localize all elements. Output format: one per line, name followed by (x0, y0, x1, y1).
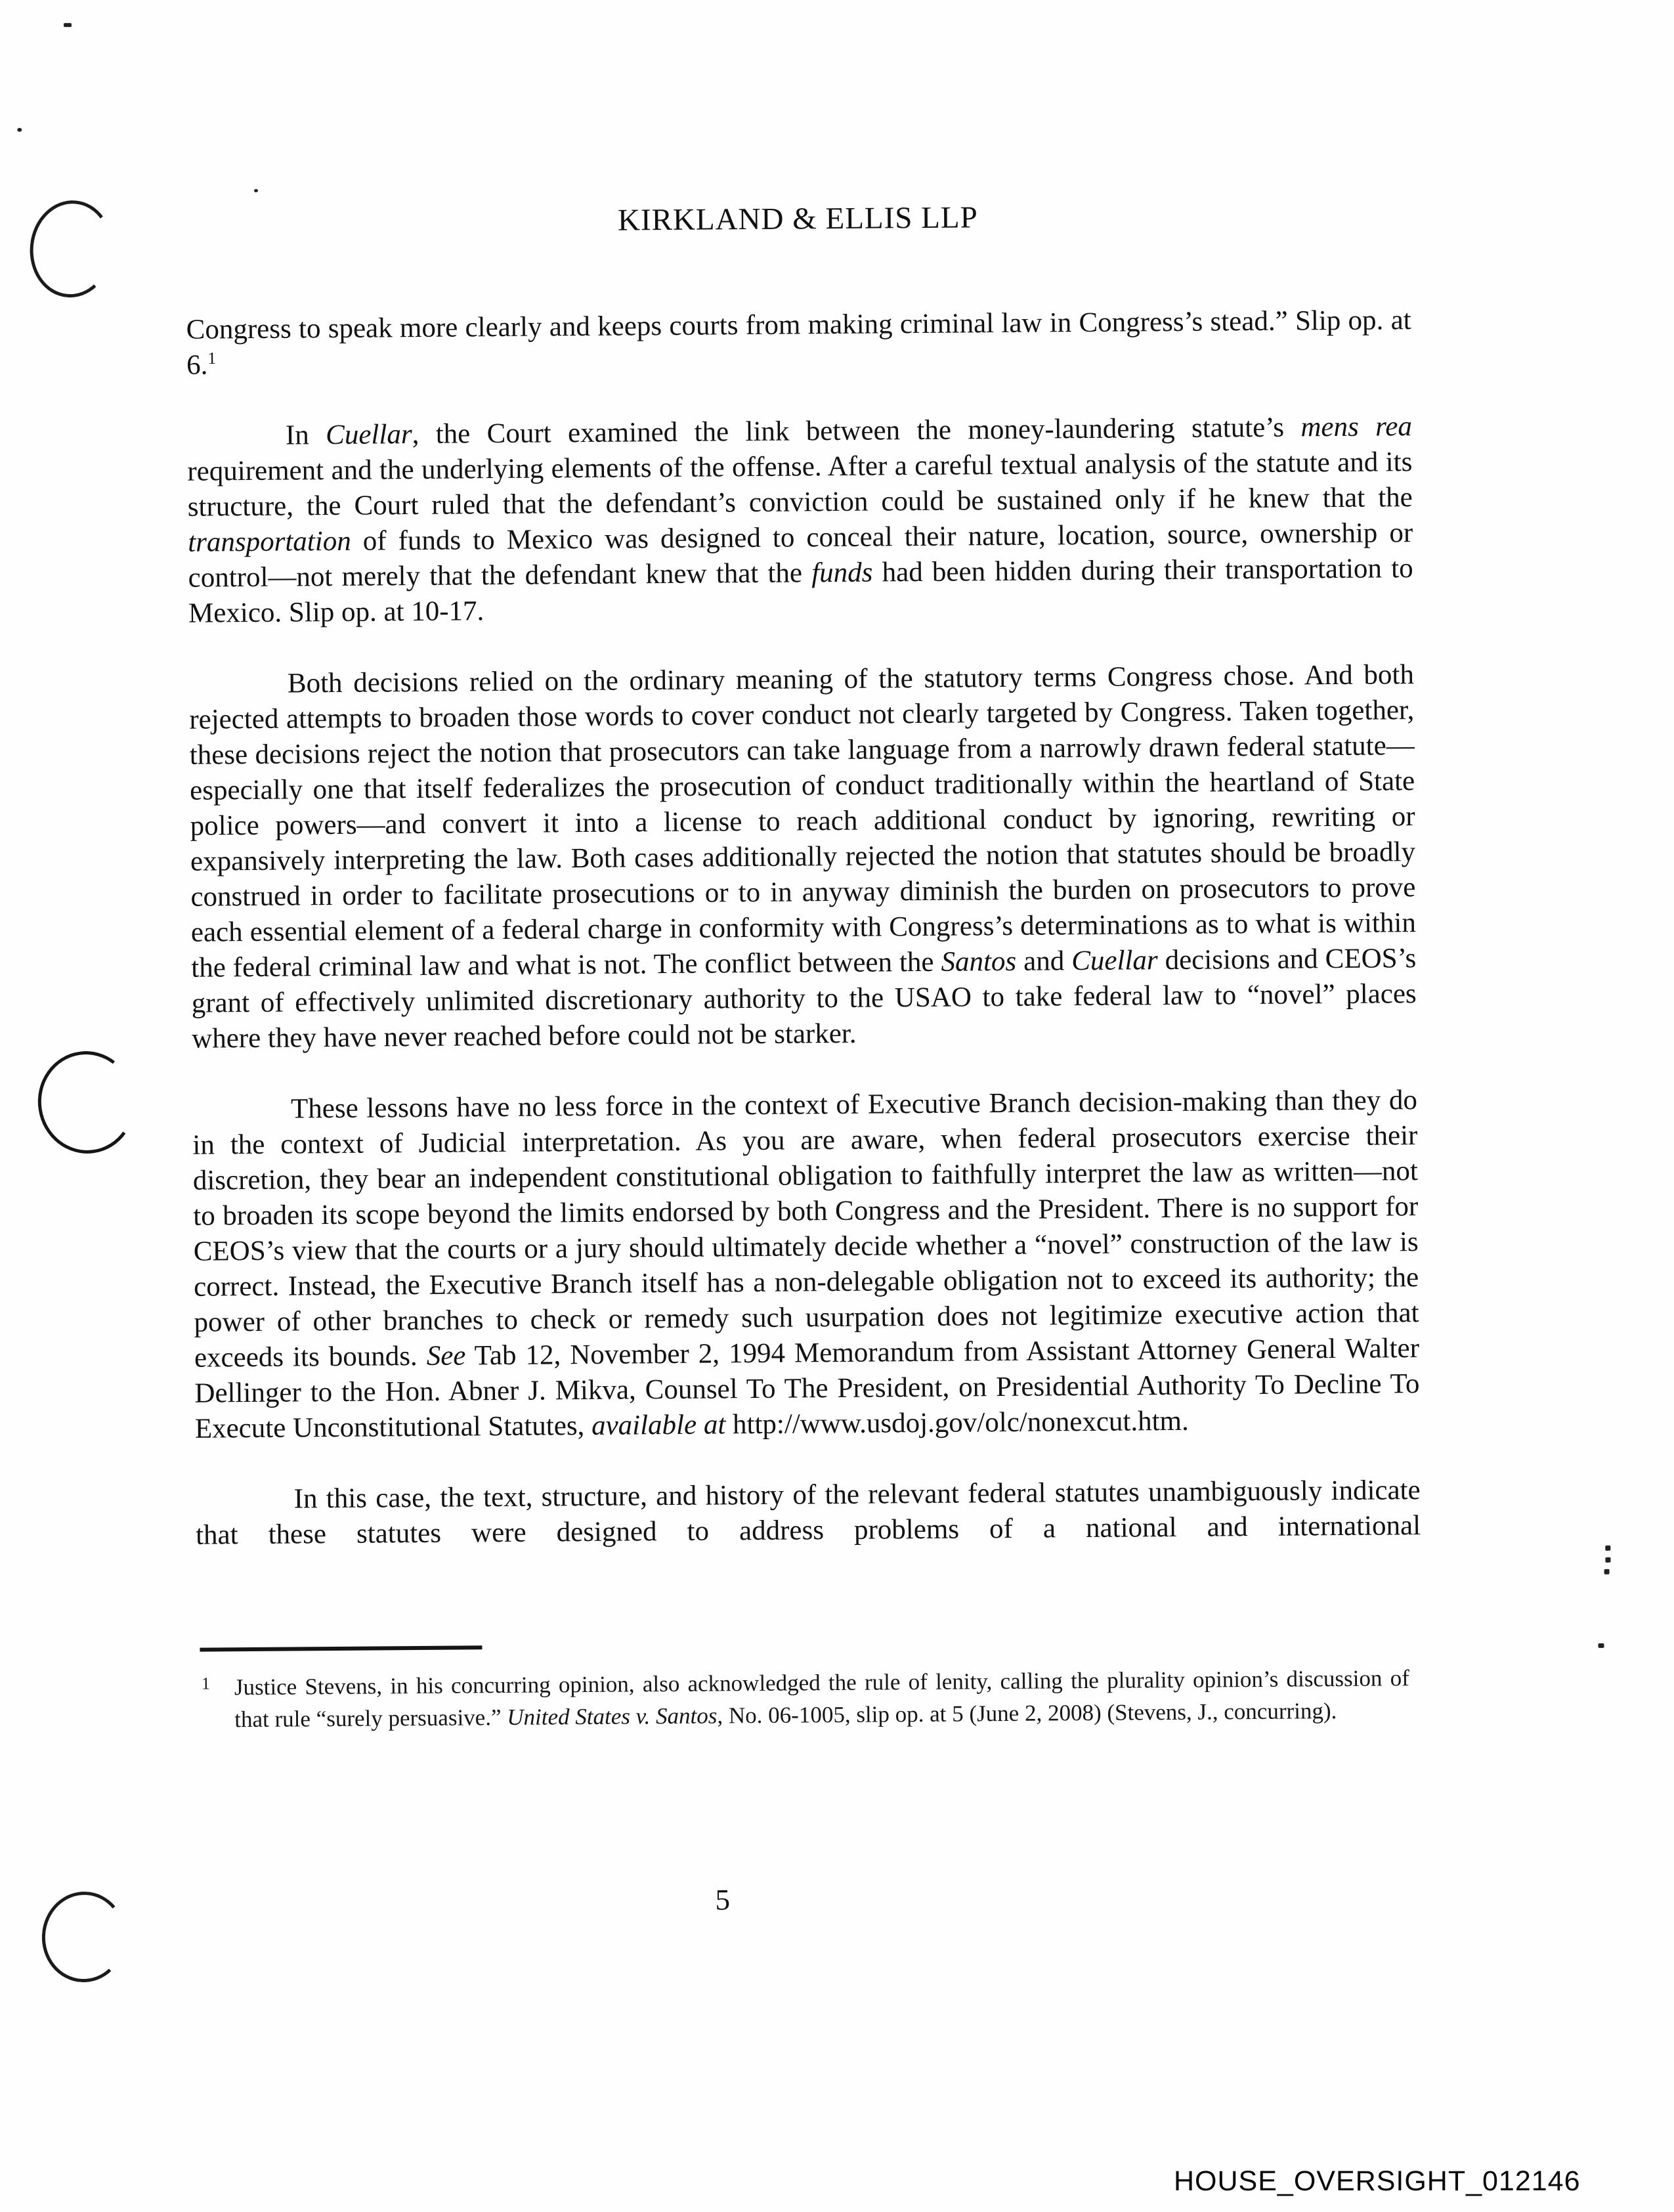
text-run: of funds to Mexico was designed to conceal their nature, location, source, ownership or control—not merely that the defendant knew that the (188, 517, 1413, 594)
text-run: , the Court examined the link between the money-laundering statute’s (412, 412, 1301, 450)
italic-run: Santos (941, 945, 1017, 978)
text-run: and (1016, 945, 1072, 977)
footnote-section (200, 1638, 1415, 1736)
text-run: These lessons have no less force in the context of Executive Branch decision-making than they do in the context of Judicial interpretation. As you are aware, when federal prosecutors exercise their discretion, they bear an independent constitutional obligation to faithfully interpret the law as written—not to broaden its scope beyond the limits endorsed by both Congress and the President. There is no support for CEOS’s view that the courts or a jury should ultimately decide whether a “novel” construction of the law is correct. Instead, the Executive Branch itself has a non-delegable obligation not to exceed its authority; the power of other branches to check or remedy such usurpation does not legitimize executive action that exceeds its bounds. (192, 1085, 1419, 1374)
body-paragraphs (186, 303, 1421, 1553)
scan-artifact-speck (1605, 1557, 1610, 1563)
scan-artifact-speck (1605, 1546, 1610, 1551)
scan-artifact-speck (1598, 1643, 1604, 1648)
italic-run: available at (591, 1409, 726, 1441)
paragraph (192, 1083, 1420, 1447)
footnote-reference: 1 (207, 349, 217, 368)
scan-artifact-speck (1604, 1569, 1610, 1574)
italic-run: mens rea (1300, 411, 1413, 443)
paragraph (186, 303, 1411, 383)
scan-artifact-arc-bottom (39, 1889, 129, 1985)
italic-run: United States v. Santos (507, 1702, 718, 1730)
footnote-marker: 1 (201, 1674, 210, 1693)
text-run: Congress to speak more clearly and keeps courts from making criminal law in Congress’s stead.” Slip op. at 6. (186, 305, 1411, 381)
text-run: In this case, the text, structure, and history of the relevant federal statutes unambiguously indicate that these statutes were designed to address problems of a national and international (195, 1475, 1421, 1551)
scan-artifact-speck (254, 189, 258, 192)
scan-artifact-arc-top (26, 196, 118, 301)
scan-artifact-speck (64, 23, 72, 27)
italic-run: transportation (188, 525, 351, 558)
italic-run: funds (811, 557, 873, 589)
footnote-separator-rule (200, 1645, 482, 1651)
text-run: decisions and CEOS’s grant of effectively unlimited discretionary authority to the USAO to take federal law to “novel” places where they have never reached before could not be starker. (191, 943, 1417, 1054)
italic-run: Cuellar (1071, 945, 1158, 977)
scan-artifact-speck (17, 128, 22, 132)
italic-run: See (426, 1340, 466, 1372)
text-run: requirement and the underlying elements of the offense. After a careful textual analysis of the statute and its structure, the Court ruled that the defendant’s conviction could be sustained only if he knew that the (187, 446, 1413, 523)
text-run: Justice Stevens, in his concurring opinion, also acknowledged the rule of lenity, calling the plurality opinion’s discussion of that rule “surely persuasive.” (234, 1665, 1410, 1733)
text-run: http://www.usdoj.gov/olc/nonexcut.htm. (725, 1405, 1189, 1441)
text-run: Both decisions relied on the ordinary meaning of the statutory terms Congress chose. And both rejected attempts to broaden those words to cover conduct not clearly targeted by Congress. Taken together, these decisions reject the notion that prosecutors can take language from a narrowly drawn federal statute—especially one that itself federalizes the prosecution of conduct traditionally within the heartland of State police powers—and convert it into a license to reach additional conduct by ignoring, rewriting or expansively interpreting the law. Both cases additionally rejected the notion that statutes should be broadly construed in order to facilitate prosecutions or to in anyway diminish the burden on prosecutors to prove each essential element of a federal charge in conformity with Congress’s determinations as to what is within the federal criminal law and what is not. The conflict between the (189, 659, 1417, 984)
paragraph (187, 409, 1413, 632)
scan-artifact-arc-middle (31, 1045, 142, 1160)
paragraph (195, 1473, 1421, 1553)
text-run: had been hidden during their transportation to Mexico. Slip op. at 10-17. (188, 553, 1413, 629)
text-run: , No. 06-1005, slip op. at 5 (June 2, 2008) (Stevens, J., concurring). (717, 1698, 1337, 1729)
letterhead-firm-name: KIRKLAND & ELLIS LLP (617, 200, 978, 238)
text-run: In (285, 420, 326, 451)
footnote-text (200, 1662, 1410, 1735)
page-number: 5 (715, 1883, 731, 1917)
bates-stamp: HOUSE_OVERSIGHT_012146 (1174, 2165, 1581, 2197)
paragraph (189, 657, 1417, 1057)
italic-run: Cuellar (325, 419, 412, 451)
text-run: Tab 12, November 2, 1994 Memorandum from Assistant Attorney General Walter Dellinger to the Hon. Abner J. Mikva, Counsel To The President, on Presidential Authority To Decline To Execute Unconstitutional Statutes, (194, 1333, 1420, 1444)
